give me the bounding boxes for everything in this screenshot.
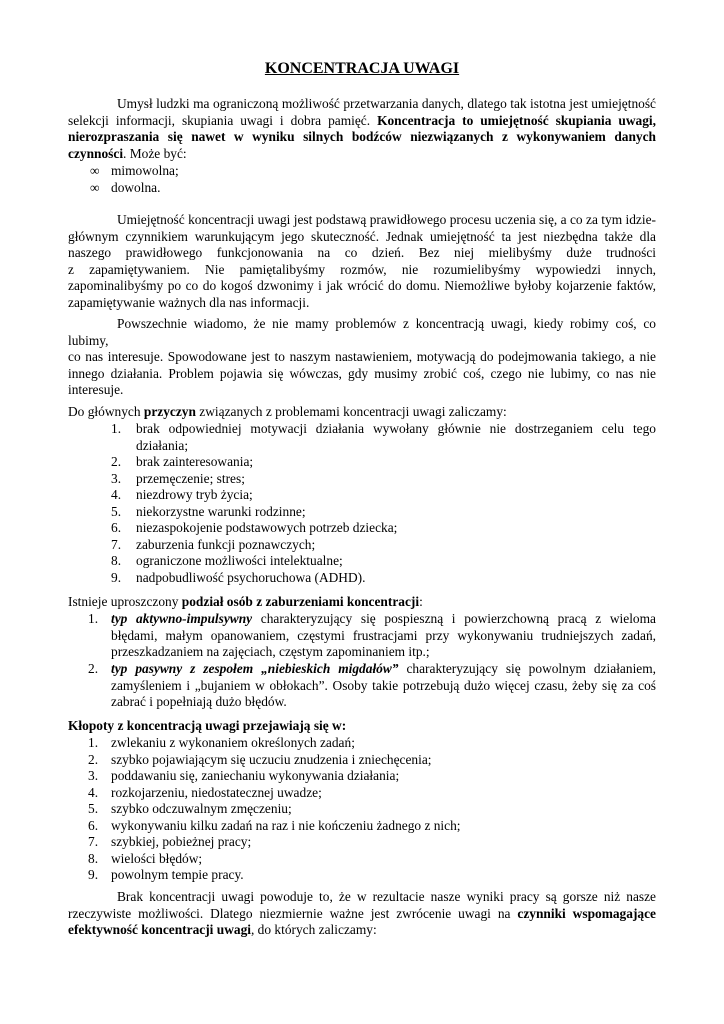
paragraph-line: Brak koncentracji uwagi powoduje to, że w rezultacie nasze wyniki pracy są gorsze niż nasze [117,889,656,904]
paragraph-line: Umiejętność koncentracji uwagi jest podstawą prawidłowego procesu uczenia się, a co za tym idzie- [117,212,656,227]
page-title: KONCENTRACJA UWAGI [264,60,460,77]
paragraph-line: Powszechnie wiadomo, że nie mamy problemów z koncentracją uwagi, kiedy robimy coś, co lubimy, [68,316,656,348]
type-name: typ aktywno-impulsywny [111,611,253,626]
paragraph-line: naszego prawidłowego funkcjonowania na co dzień. Bez niej mielibyśmy duże trudności [68,245,656,261]
causes-list: 1. brak odpowiedniej motywacji działania wywołany głównie nie dostrzeganiem celu tego działania; 2. brak zainteresowania; 3. przemęczenie; stres; 4. niezdrowy tryb życia; 5. niekorzystne warunki rodzinne; 6. niezaspokojenie podstawowych potrzeb dziecka; 7. zaburzenia funkcji poznawczych; 8. ograniczone możliwości intelektualne; 9. nadpobudliwość psychoruchowa (ADHD). [111,421,656,585]
problems-heading: Kłopoty z koncentracją uwagi przejawiają się w: [68,718,347,733]
paragraph-line: zapominalibyśmy po co do kogoś dzwonimy i jak wrócić do domu. Niemożliwe byłoby kojarzenie faktów, [68,278,656,294]
intro-line-3 [68,129,656,146]
paragraph-line: z zapamiętywaniem. Nie pamiętalibyśmy rozmów, nie rozumielibyśmy wypowiedzi innych, [68,261,656,277]
intro-line-1: Umysł ludzki ma ograniczoną możliwość przetwarzania danych, dlatego tak istotna jest umiejętność [117,96,656,111]
intro-bold-definition-cont: nierozpraszania się nawet w wyniku silnych bodźców niezwiązanych z wykonywaniem danych [68,129,656,145]
intro-text-end: . Może być: [123,145,187,161]
paragraph-line: głównym czynnikiem warunkującym jego skuteczność. Jednak umiejętność ta jest niezbędna także dla [68,228,656,244]
paragraph-motivation [68,316,656,399]
intro-bold-word: czynności [68,145,124,161]
paragraph-line: innego działania. Problem pojawia się wówczas, gdy musimy zrobić coś, czego nie lubimy, co nas nie [68,365,656,381]
final-paragraph [68,889,656,939]
paragraph-line: rzeczywiste możliwości. Dlatego niezmiernie ważne jest zwrócenie uwagi na czynniki wspomagające [68,905,656,921]
paragraph-skill [68,212,656,312]
intro-text: selekcji informacji, skupiania uwagi i dobra pamięć. [68,112,378,128]
paragraph-line: efektywność koncentracji uwagi, do których zaliczamy: [68,922,377,938]
intro-line-4 [68,146,656,163]
final-bold: czynniki wspomagające [517,905,656,921]
intro-line-2 [68,113,656,130]
division-intro: Istnieje uproszczony podział osób z zaburzeniami koncentracji: [68,594,423,609]
infinity-bullet-icon: ∞ [90,180,100,195]
types-list: ∞ mimowolna; ∞ dowolna. [90,163,179,195]
final-bold-cont: efektywność koncentracji uwagi [68,922,251,938]
paragraph-line: interesuje. [68,382,124,398]
type-name: typ pasywny z zespołem „niebieskich migdałów” [111,661,399,676]
intro-bold-definition: Koncentracja to umiejętność skupiania uwagi, [377,112,657,128]
problems-list: 1. zwlekaniu z wykonaniem określonych zadań; 2. szybko pojawiającym się uczuciu znudzenia i zniechęcenia; 3. poddawaniu się, zaniechaniu wykonywania działania; 4. rozkojarzeniu, niedostatecznej uwadze; 5. szybko odczuwalnym zmęczeniu; 6. wykonywaniu kilku zadań na raz i nie kończeniu żadnego z nich; 7. szybkiej, pobieżnej pracy; 8. wielości błędów; 9. powolnym tempie pracy. [88,735,461,882]
division-bold: podział osób z zaburzeniami koncentracji [181,594,420,609]
causes-bold: przyczyn [143,404,196,419]
intro-paragraph [68,96,656,162]
paragraph-line: co nas interesuje. Spowodowane jest to naszym nastawieniem, motywacją do podejmowania takiego, a nie [68,349,656,365]
paragraph-line: zapamiętywanie ważnych dla nas informacji. [68,294,310,310]
infinity-bullet-icon: ∞ [90,163,100,178]
division-list: 1. typ aktywno-impulsywny charakteryzujący się pospieszną i powierzchowną pracą z wieloma błędami, małym opanowaniem, częstymi frustracjami przy wykonywaniu trudniejszych zadań, przeszkadzaniem na zajęciach, częstym zapominaniem itp.; 2. typ pasywny z zespołem „niebieskich migdałów” charakteryzujący się powolnym działaniem, zamyśleniem i „bujaniem w obłokach”. Osoby takie potrzebują dużo więcej czasu, żeby się za coś zabrać i popełniają dużo błędów. [88,611,657,710]
causes-intro: Do głównych przyczyn związanych z problemami koncentracji uwagi zaliczamy: [68,404,507,419]
